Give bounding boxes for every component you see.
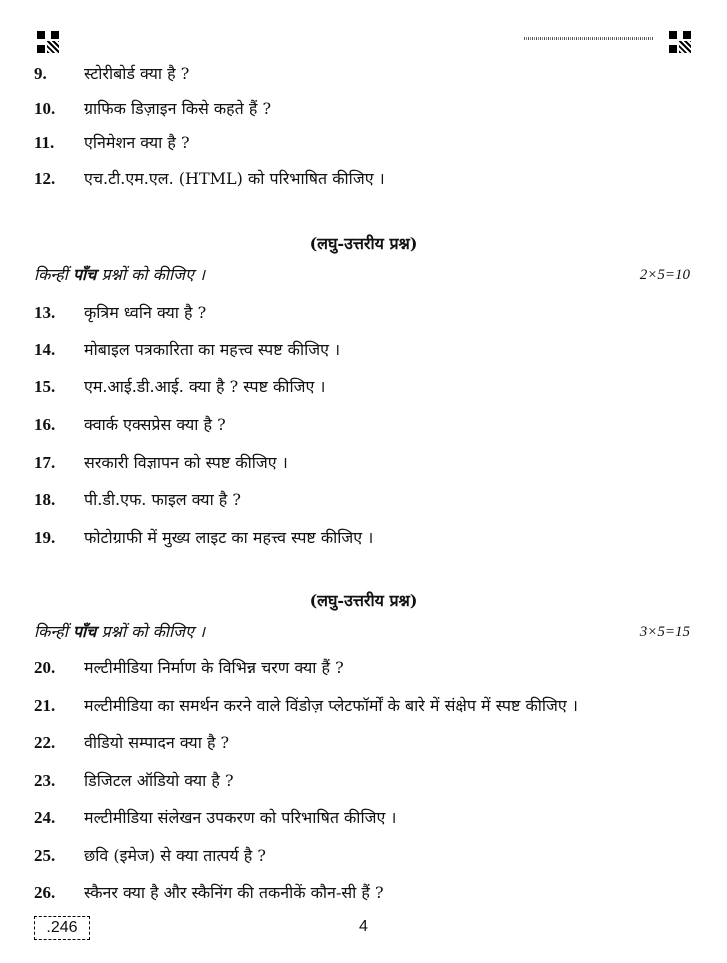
section-instruction: किन्हीं पाँच प्रश्नों को कीजिए । [34,622,206,641]
question-number: 18. [34,490,56,509]
question-number: 16. [34,415,56,434]
barcode-line [524,37,654,40]
question-text: पी.डी.एफ. फाइल क्या है ? [84,490,241,509]
question-item [0,693,727,719]
question-number: 12. [34,169,56,188]
question-text: मल्टीमीडिया का समर्थन करने वाले विंडोज़ प्लेटफॉर्मों के बारे में संक्षेप में स्पष्ट कीजिए । [84,696,578,715]
question-text: छवि (इमेज) से क्या तात्पर्य है ? [84,846,266,865]
question-item [0,374,727,400]
question-item [0,730,727,756]
question-item [0,805,727,831]
question-text: कृत्रिम ध्वनि क्या है ? [84,303,207,322]
question-number: 21. [34,696,56,715]
question-text: एच.टी.एम.एल. (HTML) को परिभाषित कीजिए । [84,169,385,188]
section-title: (लघु-उत्तरीय प्रश्न) [309,234,418,253]
question-item [0,61,727,87]
question-item [0,525,727,551]
question-text: डिजिटल ऑडियो क्या है ? [84,771,234,790]
question-item [0,96,727,122]
question-item [0,300,727,326]
question-number: 24. [34,808,56,827]
question-number: 23. [34,771,56,790]
question-number: 20. [34,658,56,677]
question-number: 15. [34,377,56,396]
question-text: फोटोग्राफी में मुख्य लाइट का महत्त्व स्पष्ट कीजिए । [84,528,374,547]
question-text: मल्टीमीडिया निर्माण के विभिन्न चरण क्या हैं ? [84,658,344,677]
question-text: वीडियो सम्पादन क्या है ? [84,733,230,752]
question-text: एम.आई.डी.आई. क्या है ? स्पष्ट कीजिए । [84,377,326,396]
question-number: 17. [34,453,56,472]
question-number: 14. [34,340,56,359]
section-instruction: किन्हीं पाँच प्रश्नों को कीजिए । [34,265,206,284]
question-item [0,655,727,681]
marks-label: 2×5=10 [639,267,690,283]
question-item [0,880,727,906]
question-text: क्वार्क एक्सप्रेस क्या है ? [84,415,226,434]
page-number: 4 [359,918,368,935]
question-number: 13. [34,303,56,322]
question-number: 19. [34,528,56,547]
question-text: स्टोरीबोर्ड क्या है ? [84,64,190,83]
question-text: एनिमेशन क्या है ? [84,133,190,152]
question-text: मल्टीमीडिया संलेखन उपकरण को परिभाषित कीजिए । [84,808,397,827]
question-number: 9. [34,64,47,83]
question-number: 10. [34,99,56,118]
question-number: 11. [34,133,55,152]
question-item [0,130,727,156]
question-text: सरकारी विज्ञापन को स्पष्ट कीजिए । [84,453,288,472]
qr-code-icon [668,30,692,54]
question-item [0,166,727,192]
question-item [0,768,727,794]
question-number: 22. [34,733,56,752]
question-item [0,450,727,476]
marks-label: 3×5=15 [639,624,690,640]
question-number: 25. [34,846,56,865]
qr-code-icon [36,30,60,54]
question-text: मोबाइल पत्रकारिता का महत्त्व स्पष्ट कीजिए । [84,340,341,359]
section-title: (लघु-उत्तरीय प्रश्न) [309,591,418,610]
question-number: 26. [34,883,56,902]
question-item [0,412,727,438]
question-text: ग्राफिक डिज़ाइन किसे कहते हैं ? [84,99,272,118]
question-item [0,843,727,869]
question-item [0,487,727,513]
paper-code: .246 [34,916,90,940]
question-text: स्कैनर क्या है और स्कैनिंग की तकनीकें कौन-सी हैं ? [84,883,384,902]
question-item [0,337,727,363]
